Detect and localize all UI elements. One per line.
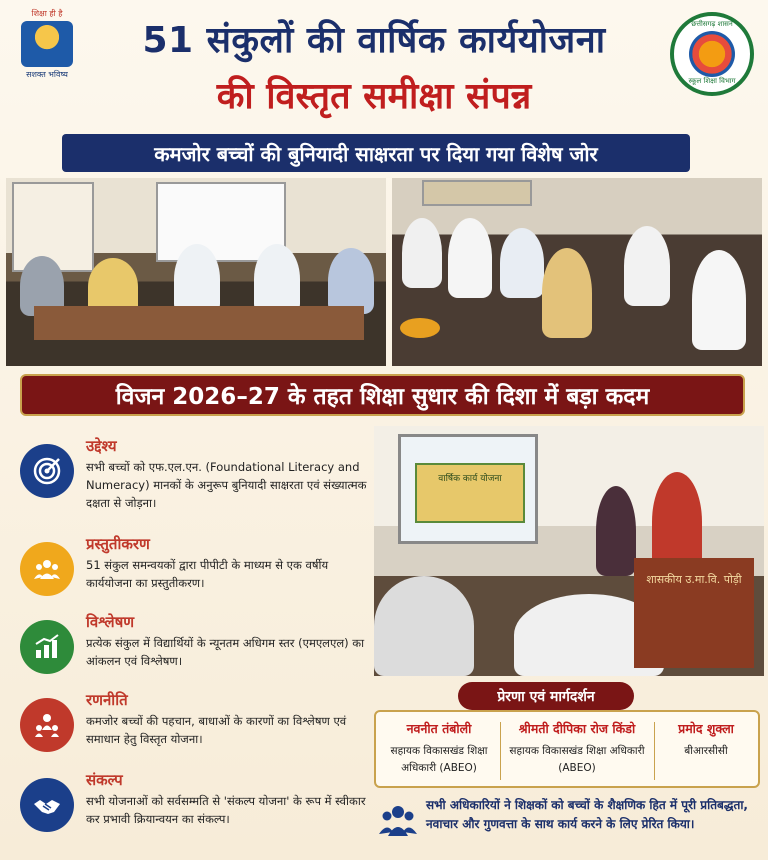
- guidance-person: [656, 720, 756, 760]
- guidance-box: [374, 710, 760, 788]
- slide-text: वार्षिक कार्य योजना: [438, 474, 502, 484]
- target-icon: [20, 444, 74, 498]
- strategy-title: रणनीति: [86, 691, 128, 709]
- group-icon: [20, 542, 74, 596]
- seal-text-top: छत्तीसगढ़ शासन: [691, 20, 733, 28]
- person-name: नवनीत तंबोली: [406, 721, 472, 736]
- guidance-title: प्रेरणा एवं मार्गदर्शन: [458, 682, 634, 710]
- participant-figure: [448, 218, 492, 298]
- left-logo-tagline-bottom: सशक्त भविष्य: [26, 70, 68, 79]
- page-title-line1: 51 संकुलों की वार्षिक कार्ययोजना: [142, 20, 606, 61]
- banner: [422, 180, 532, 206]
- table: [34, 306, 364, 340]
- notice-board: [12, 182, 94, 272]
- person-designation: सहायक विकासखंड शिक्षा अधिकारी (ABEO): [509, 745, 645, 774]
- meeting-photo-dais: [6, 178, 386, 366]
- page-title-line2: की विस्तृत समीक्षा संपन्न: [216, 76, 532, 117]
- meeting-photo-audience: [392, 178, 762, 366]
- person-name: श्रीमती दीपिका रोज किंडो: [518, 721, 636, 736]
- people-icon: [378, 800, 418, 840]
- analysis-text: प्रत्येक संकुल में विद्यार्थियों के न्यूनतम अधिगम स्तर (एमएलएल) का आंकलन एवं विश्लेषण।: [86, 636, 365, 668]
- participant-figure: [402, 218, 442, 288]
- department-seal: [670, 12, 754, 96]
- vision-banner: विजन 2026–27 के तहत शिक्षा सुधार की दिशा में बड़ा कदम: [20, 374, 745, 416]
- participant-figure: [624, 226, 670, 306]
- strategy-icon: [20, 698, 74, 752]
- participant-figure: [500, 228, 544, 298]
- growth-chart-icon: [20, 620, 74, 674]
- official-figure: [254, 244, 300, 314]
- presenter-figure: [596, 486, 636, 576]
- footer-message: सभी अधिकारियों ने शिक्षकों को बच्चों के शैक्षणिक हित में पूरी प्रतिबद्धता, नवाचार और गुणवत्ता के साथ कार्य करने के लिए प्रेरित किया।: [426, 798, 748, 831]
- presentation-title: प्रस्तुतीकरण: [86, 535, 150, 553]
- resolution-text: सभी योजनाओं को सर्वसम्मति से 'संकल्प योजना' के रूप में स्वीकार कर प्रभावी क्रियान्वयन का संकल्प।: [86, 794, 366, 826]
- subtitle-banner: कमजोर बच्चों की बुनियादी साक्षरता पर दिया गया विशेष जोर: [62, 134, 690, 172]
- participant-figure: [692, 250, 746, 350]
- presentation-text: 51 संकुल समन्वयकों द्वारा पीपीटी के माध्यम से एक वर्षीय कार्ययोजना का प्रस्तुतीकरण।: [86, 558, 329, 590]
- objective-text: सभी बच्चों को एफ.एल.एन. (Foundational Literacy and Numeracy) मानकों के अनुरूप बुनियादी साक्षरता एवं संख्यात्मक दक्षता से जोड़ना।: [86, 460, 367, 510]
- book-sun-icon: [21, 21, 73, 67]
- presentation-photo: [374, 426, 764, 676]
- official-figure: [174, 244, 220, 314]
- divider: [654, 722, 655, 780]
- analysis-title: विश्लेषण: [86, 613, 135, 631]
- participant-figure: [542, 248, 592, 338]
- projector-screen: [398, 434, 538, 544]
- podium: [634, 558, 754, 668]
- presentation-slide: [415, 463, 525, 523]
- guidance-person: [380, 720, 498, 777]
- seal-text-bottom: स्कूल शिक्षा विभाग: [688, 77, 736, 85]
- flower-decoration: [400, 318, 440, 338]
- resolution-title: संकल्प: [86, 771, 123, 789]
- person-designation: सहायक विकासखंड शिक्षा अधिकारी (ABEO): [390, 745, 488, 774]
- handshake-icon: [20, 778, 74, 832]
- speaker-figure: [652, 472, 702, 572]
- attendee-figure: [374, 576, 474, 676]
- lamp-emblem-icon: [689, 31, 735, 77]
- objective-title: उद्देश्य: [86, 437, 117, 455]
- strategy-text: कमजोर बच्चों की पहचान, बाधाओं के कारणों का विश्लेषण एवं समाधान हेतु विस्तृत योजना।: [86, 714, 347, 746]
- person-designation: बीआरसीसी: [684, 745, 728, 757]
- podium-text: शासकीय उ.मा.वि. पोड़ी: [646, 573, 742, 586]
- guidance-person: [502, 720, 652, 777]
- person-name: प्रमोद शुक्ला: [678, 721, 734, 736]
- official-figure: [328, 248, 374, 314]
- left-logo-tagline-top: शिक्षा ही है: [31, 9, 63, 18]
- left-logo: [14, 8, 80, 80]
- divider: [500, 722, 501, 780]
